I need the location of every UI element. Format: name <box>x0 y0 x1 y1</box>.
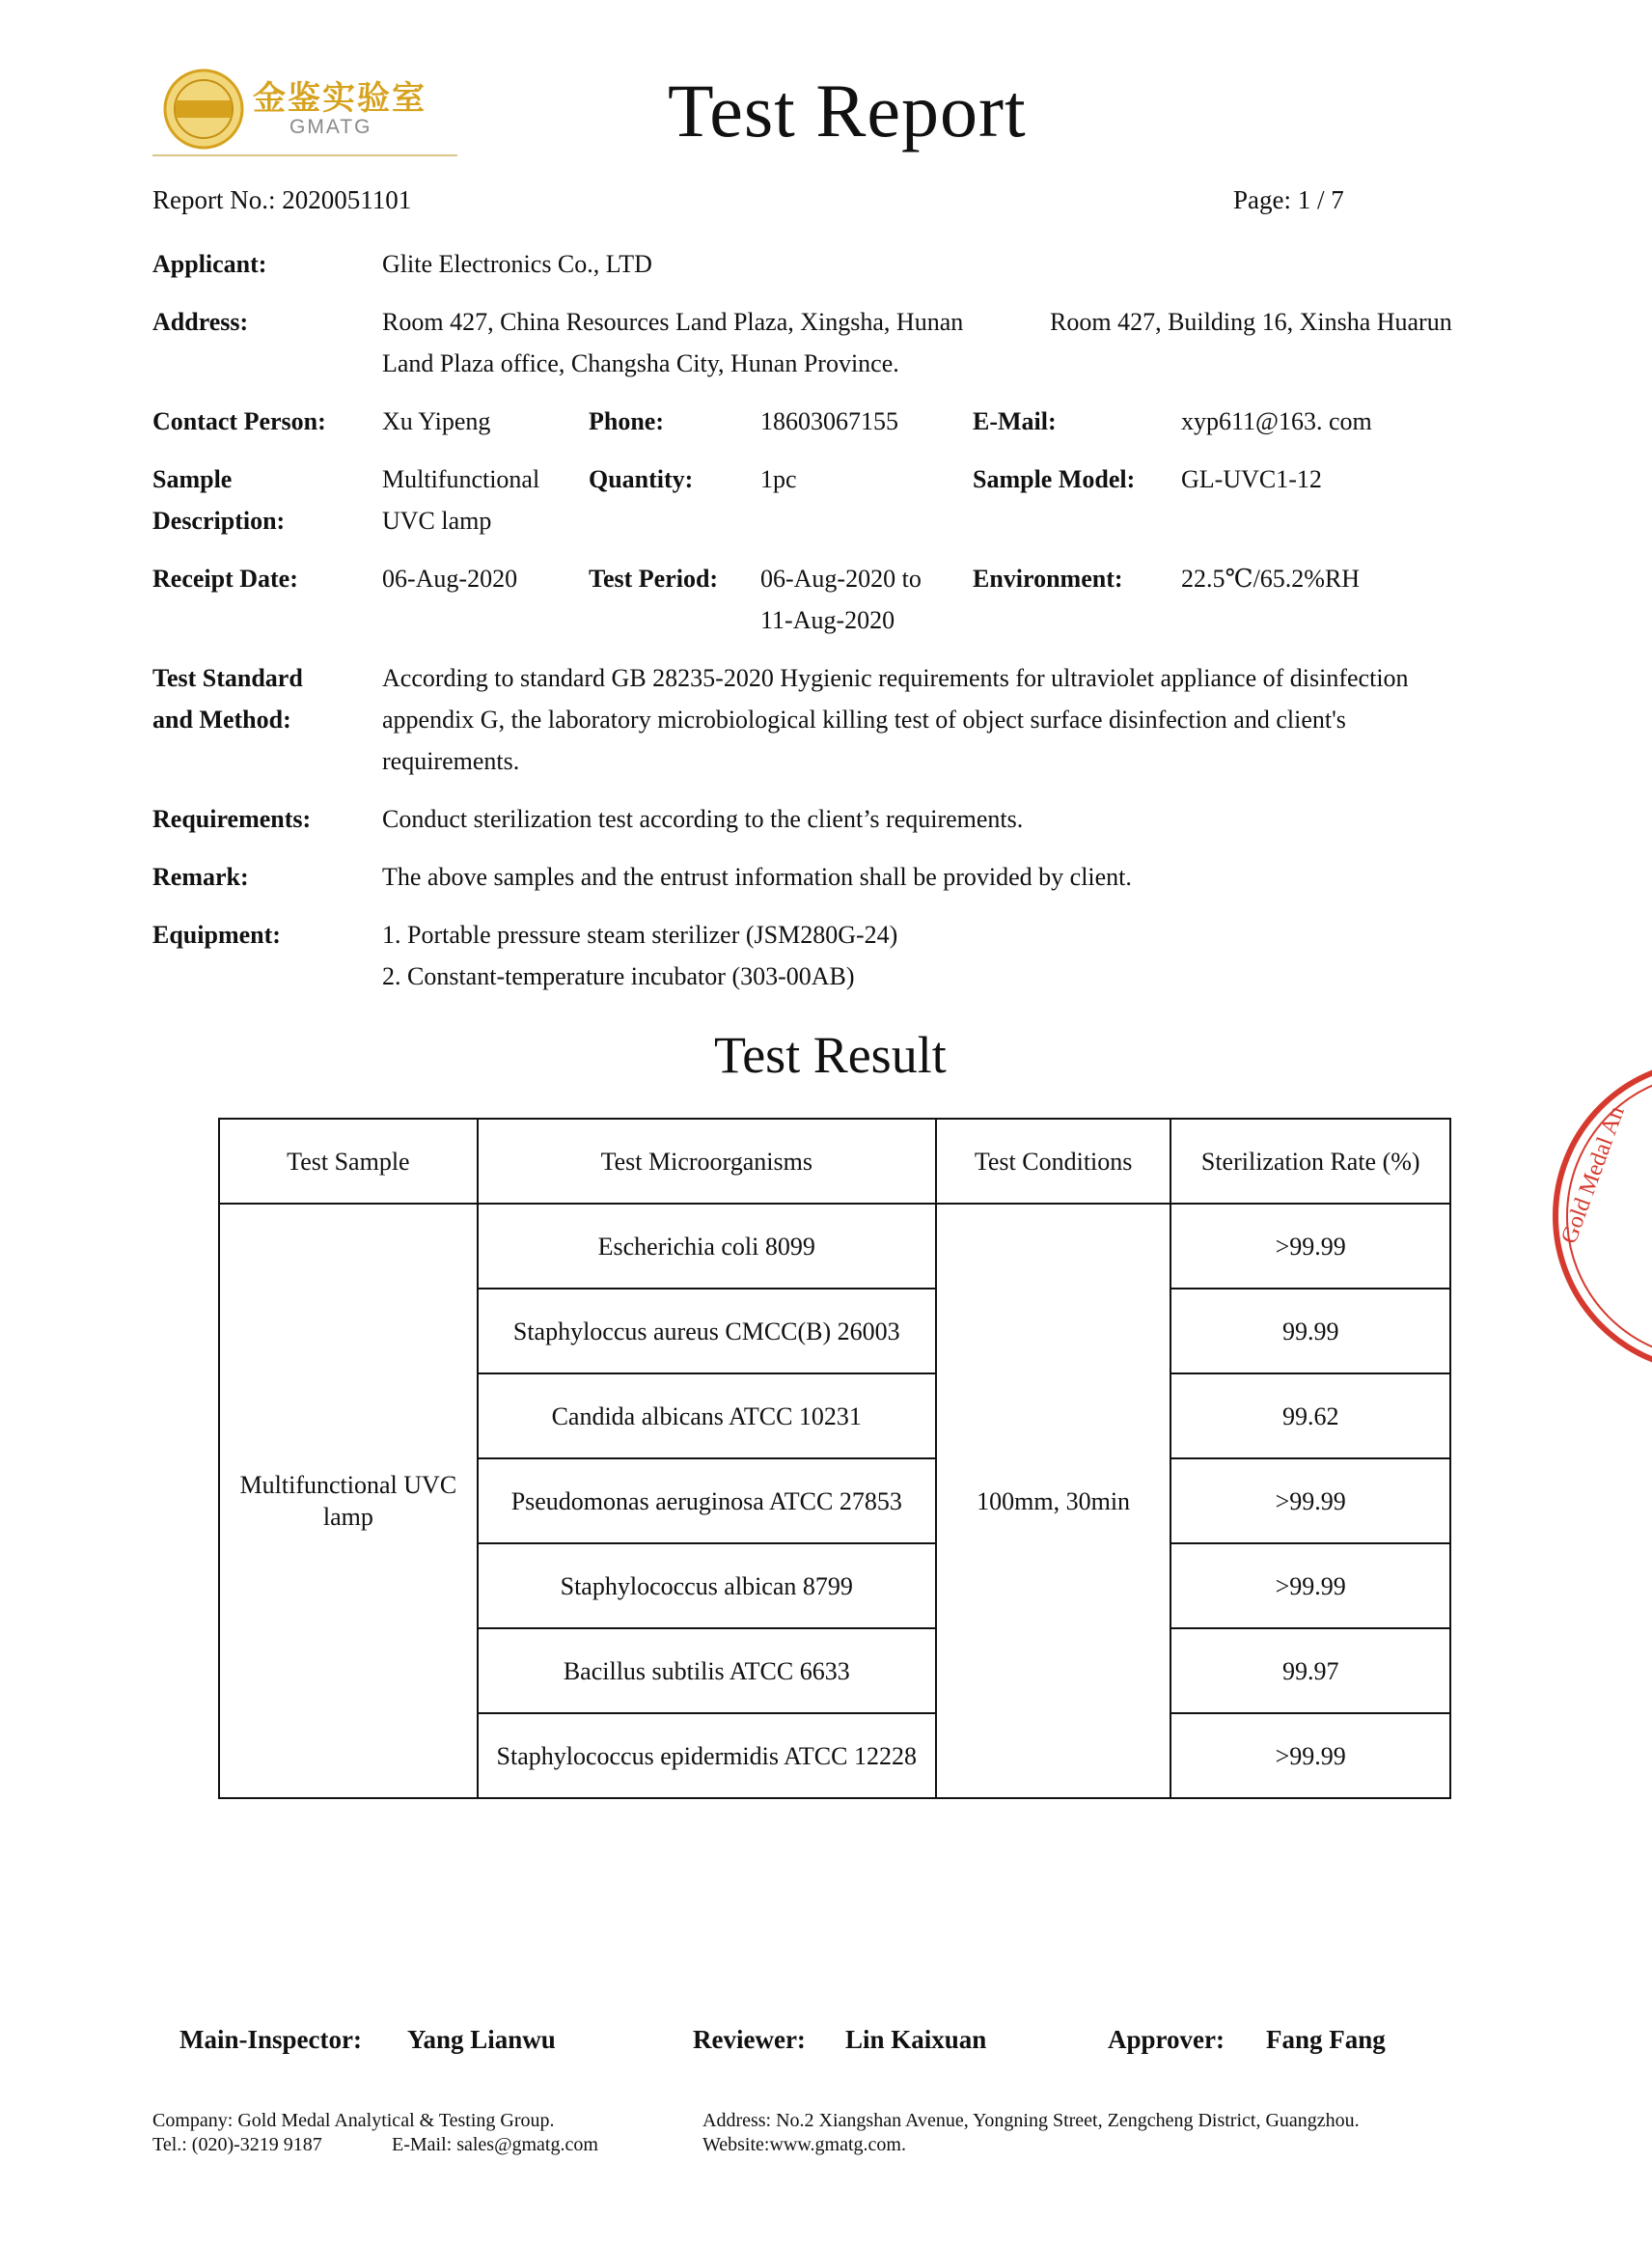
header-sterilization-rate: Sterilization Rate (%) <box>1170 1119 1450 1204</box>
official-seal-stamp <box>1546 1052 1652 1380</box>
test-standard-line-1: According to standard GB 28235-2020 Hygienic requirements for ultraviolet appliance of disinfection <box>382 664 1409 692</box>
receipt-date-value: 06-Aug-2020 <box>382 565 518 593</box>
logo-emblem-icon <box>162 68 245 151</box>
report-number: Report No.: 2020051101 <box>152 185 412 214</box>
equipment-label: Equipment: <box>152 921 281 949</box>
organism-cell: Staphylococcus albican 8799 <box>478 1543 936 1628</box>
organism-cell: Staphylococcus epidermidis ATCC 12228 <box>478 1713 936 1798</box>
test-standard-label-1: Test Standard <box>152 664 303 692</box>
contact-value: Xu Yipeng <box>382 407 491 435</box>
sample-cell: Multifunctional UVC lamp <box>219 1204 478 1798</box>
receipt-date-label: Receipt Date: <box>152 565 298 593</box>
sample-model-label: Sample Model: <box>973 465 1136 493</box>
remark-value: The above samples and the entrust information shall be provided by client. <box>382 863 1132 891</box>
footer-tel: Tel.: (020)-3219 9187 <box>152 2134 322 2155</box>
test-result-title: Test Result <box>714 1026 947 1084</box>
organism-cell: Escherichia coli 8099 <box>478 1204 936 1289</box>
approver-label: Approver: <box>1108 2025 1225 2054</box>
applicant-label: Applicant: <box>152 250 267 278</box>
quantity-value: 1pc <box>760 465 797 493</box>
environment-label: Environment: <box>973 565 1123 593</box>
equipment-item-1: 1. Portable pressure steam sterilizer (JSM280G-24) <box>382 921 898 949</box>
footer-address: Address: No.2 Xiangshan Avenue, Yongning Street, Zengcheng District, Guangzhou. <box>702 2110 1360 2131</box>
table-row <box>219 1204 1450 1289</box>
footer-website: Website:www.gmatg.com. <box>702 2134 906 2155</box>
approver-name: Fang Fang <box>1266 2025 1386 2054</box>
footer-email: E-Mail: sales@gmatg.com <box>392 2134 598 2155</box>
inspector-name: Yang Lianwu <box>407 2025 556 2054</box>
sample-label-2: Description: <box>152 507 286 535</box>
rate-cell: 99.99 <box>1170 1289 1450 1373</box>
header-test-microorganisms: Test Microorganisms <box>478 1119 936 1204</box>
requirements-value: Conduct sterilization test according to the client’s requirements. <box>382 805 1024 833</box>
reviewer-name: Lin Kaixuan <box>845 2025 987 2054</box>
applicant-value: Glite Electronics Co., LTD <box>382 250 652 278</box>
remark-label: Remark: <box>152 863 249 891</box>
results-table <box>218 1118 1451 1799</box>
requirements-label: Requirements: <box>152 805 312 833</box>
rate-cell: 99.62 <box>1170 1373 1450 1458</box>
header-test-sample: Test Sample <box>219 1119 478 1204</box>
test-standard-label-2: and Method: <box>152 706 291 734</box>
address-label: Address: <box>152 308 249 336</box>
logo-underline <box>152 154 457 156</box>
logo-english-text: GMATG <box>289 116 372 138</box>
equipment-item-2: 2. Constant-temperature incubator (303-00AB) <box>382 962 855 990</box>
sample-model-value: GL-UVC1-12 <box>1181 465 1322 493</box>
table-header-row <box>219 1119 1450 1204</box>
footer-company: Company: Gold Medal Analytical & Testing Group. <box>152 2110 555 2131</box>
address-line-1b: Room 427, Building 16, Xinsha Huarun <box>1050 308 1452 336</box>
organism-cell: Staphyloccus aureus CMCC(B) 26003 <box>478 1289 936 1373</box>
test-standard-line-3: requirements. <box>382 747 520 775</box>
seal-text: Gold Medal An <box>1556 1102 1630 1248</box>
organism-cell: Pseudomonas aeruginosa ATCC 27853 <box>478 1458 936 1543</box>
organism-cell: Candida albicans ATCC 10231 <box>478 1373 936 1458</box>
address-line-1a: Room 427, China Resources Land Plaza, Xingsha, Hunan <box>382 308 964 336</box>
email-label: E-Mail: <box>973 407 1057 435</box>
email-value: xyp611@163. com <box>1181 407 1372 435</box>
test-period-value-1: 06-Aug-2020 to <box>760 565 922 593</box>
rate-cell: >99.99 <box>1170 1458 1450 1543</box>
quantity-label: Quantity: <box>589 465 694 493</box>
page-title: Test Report <box>668 69 1027 153</box>
test-standard-line-2: appendix G, the laboratory microbiological killing test of object surface disinfection and client's <box>382 706 1346 734</box>
logo-chinese-text: 金鉴实验室 <box>253 79 427 118</box>
sample-value-2: UVC lamp <box>382 507 492 535</box>
address-line-2: Land Plaza office, Changsha City, Hunan Province. <box>382 349 899 377</box>
sample-label-1: Sample <box>152 465 233 493</box>
phone-label: Phone: <box>589 407 664 435</box>
environment-value: 22.5℃/65.2%RH <box>1181 565 1361 593</box>
rate-cell: 99.97 <box>1170 1628 1450 1713</box>
rate-cell: >99.99 <box>1170 1543 1450 1628</box>
test-period-label: Test Period: <box>589 565 719 593</box>
page-number: Page: 1 / 7 <box>1233 185 1344 214</box>
organism-cell: Bacillus subtilis ATCC 6633 <box>478 1628 936 1713</box>
header-test-conditions: Test Conditions <box>936 1119 1171 1204</box>
rate-cell: >99.99 <box>1170 1204 1450 1289</box>
sample-value-1: Multifunctional <box>382 465 540 493</box>
rate-cell: >99.99 <box>1170 1713 1450 1798</box>
reviewer-label: Reviewer: <box>693 2025 806 2054</box>
conditions-cell: 100mm, 30min <box>936 1204 1171 1798</box>
inspector-label: Main-Inspector: <box>179 2025 362 2054</box>
phone-value: 18603067155 <box>760 407 898 435</box>
contact-label: Contact Person: <box>152 407 326 435</box>
test-period-value-2: 11-Aug-2020 <box>760 606 895 634</box>
